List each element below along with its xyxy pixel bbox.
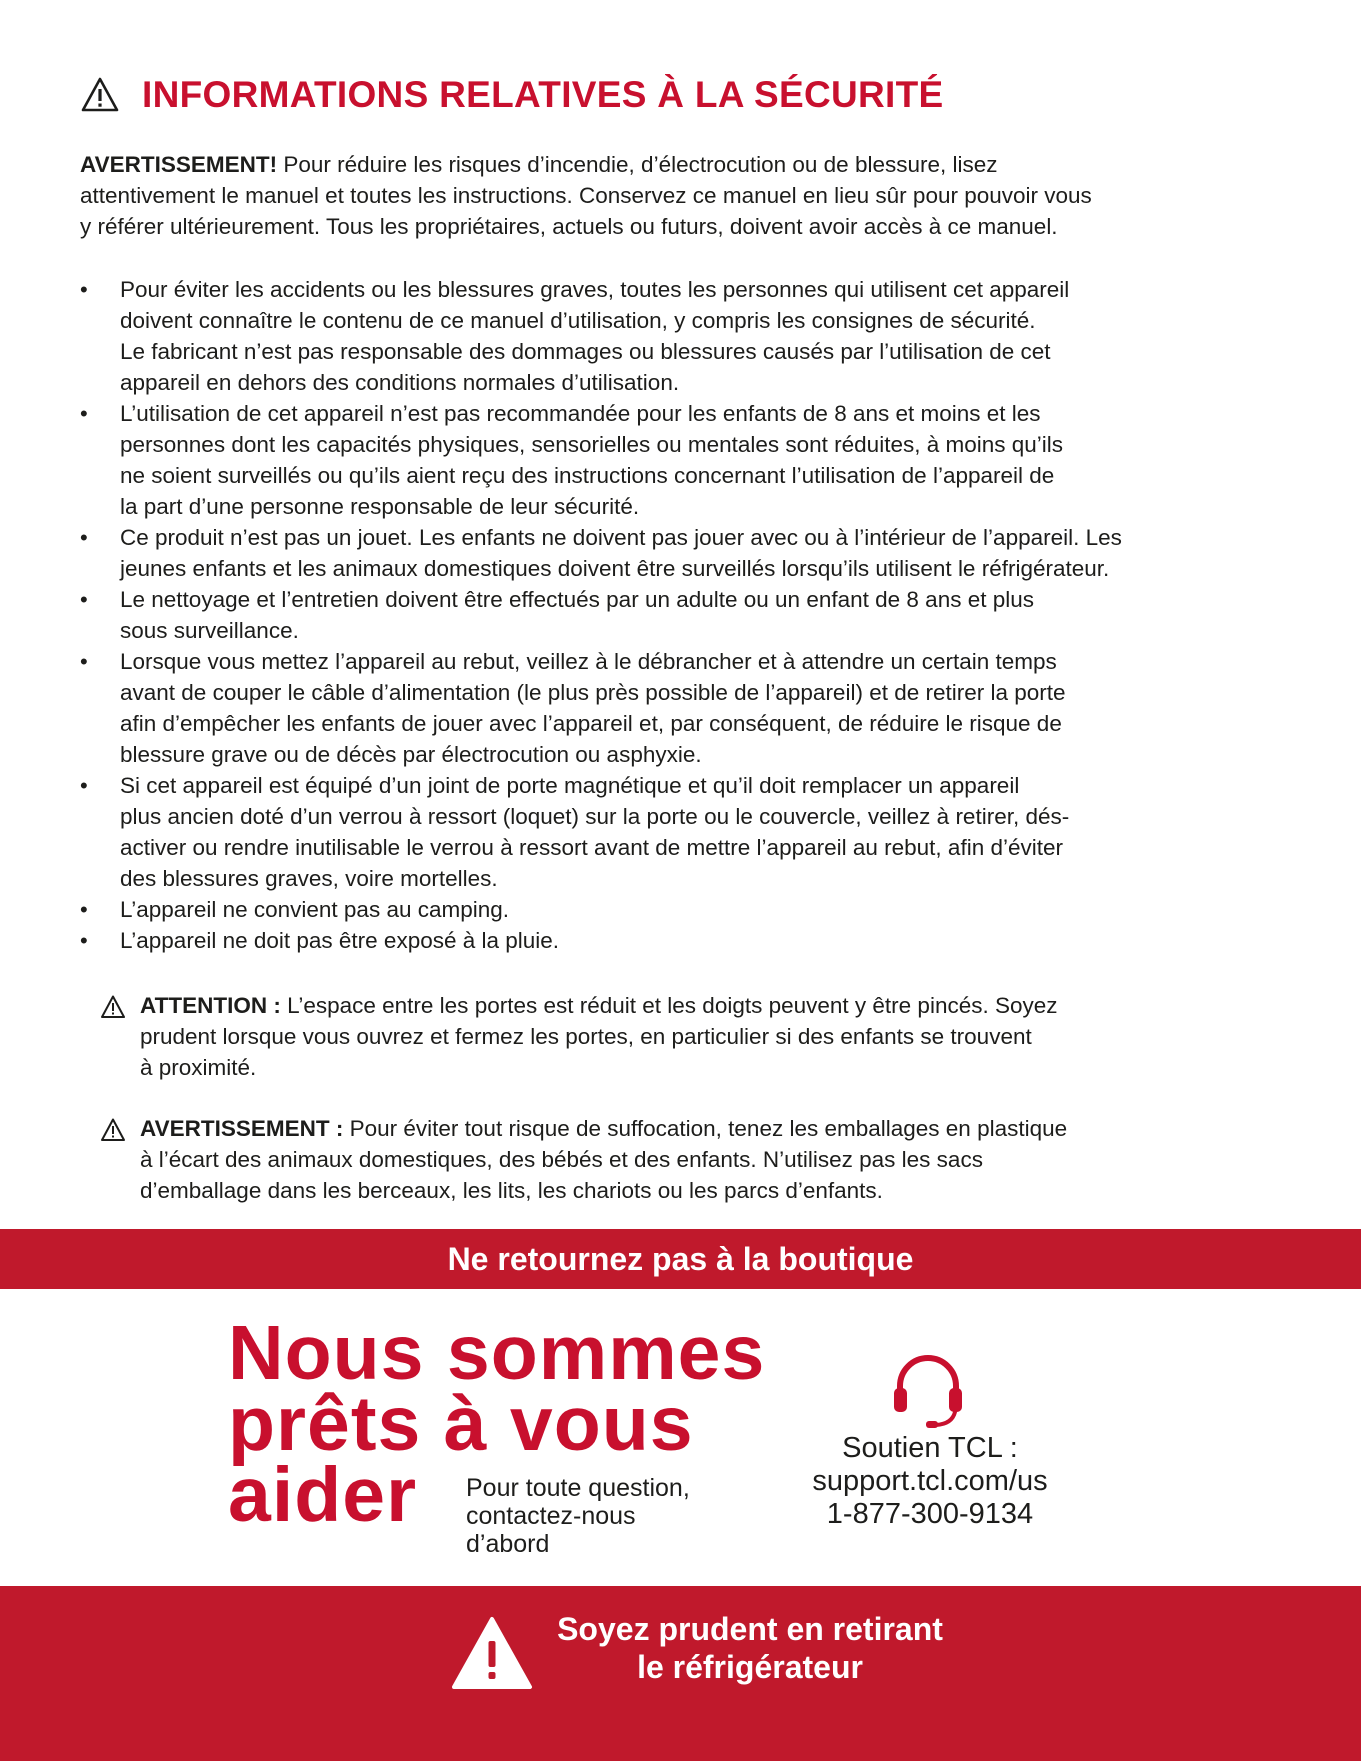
attention-notice (100, 990, 1300, 1083)
intro-line-3: y référer ultérieurement. Tous les propriétaires, actuels ou futurs, doivent avoir accès à ce manuel. (80, 214, 1058, 239)
support-contact (780, 1432, 1080, 1531)
notice-line: Pour éviter tout risque de suffocation, tenez les emballages en plastique (343, 1116, 1068, 1141)
intro-line-1: Pour réduire les risques d’incendie, d’électrocution ou de blessure, lisez (277, 152, 998, 177)
list-item-line: blessure grave ou de décès par électrocution ou asphyxie. (120, 742, 702, 767)
list-item (80, 925, 1290, 956)
list-item-line: afin d’empêcher les enfants de jouer avec l’appareil et, par conséquent, de réduire le risque de (120, 711, 1062, 736)
list-item (80, 398, 1290, 522)
list-item-line: Si cet appareil est équipé d’un joint de porte magnétique et qu’il doit remplacer un appareil (120, 773, 1020, 798)
careful-removal-banner (0, 1586, 1361, 1761)
careful-removal-line: le réfrigérateur (637, 1649, 863, 1685)
list-item-line: avant de couper le câble d’alimentation (le plus près possible de l’appareil) et de retirer la porte (120, 680, 1066, 705)
contact-subtext-line: contactez-nous (466, 1502, 636, 1530)
contact-subtext-line: Pour toute question, (466, 1474, 690, 1502)
support-phone[interactable]: 1-877-300-9134 (826, 1498, 1034, 1530)
headline-line: aider (228, 1452, 418, 1538)
warning-triangle-icon (100, 994, 126, 1020)
page-title-text: INFORMATIONS RELATIVES À LA SÉCURITÉ (142, 74, 944, 115)
list-item (80, 274, 1290, 398)
list-item-line: Pour éviter les accidents ou les blessures graves, toutes les personnes qui utilisent cet appareil (120, 277, 1070, 302)
list-item-line: L’appareil ne doit pas être exposé à la pluie. (120, 928, 560, 953)
contact-subtext (466, 1474, 766, 1558)
list-item-line: L’appareil ne convient pas au camping. (120, 897, 510, 922)
list-item-line: la part d’une personne responsable de leur sécurité. (120, 494, 640, 519)
notice-label: AVERTISSEMENT : (140, 1116, 344, 1141)
headline-line: prêts à vous (228, 1381, 694, 1467)
list-item-line: Le fabricant n’est pas responsable des dommages ou blessures causés par l’utilisation de cet (120, 339, 1051, 364)
support-url[interactable]: support.tcl.com/us (812, 1465, 1048, 1497)
notice-line: prudent lorsque vous ouvrez et fermez les portes, en particulier si des enfants se trouvent (140, 1024, 1032, 1049)
list-item (80, 584, 1290, 646)
notice-label: ATTENTION : (140, 993, 281, 1018)
list-item-line: Lorsque vous mettez l’appareil au rebut, veillez à le débrancher et à attendre un certain temps (120, 649, 1057, 674)
list-item (80, 770, 1290, 894)
list-item-line: plus ancien doté d’un verrou à ressort (loquet) sur la porte ou le couvercle, veillez à retirer, dés- (120, 804, 1070, 829)
safety-bullet-list (80, 274, 1290, 956)
banner-text: Ne retournez pas à la boutique (447, 1240, 914, 1277)
list-item-line: Ce produit n’est pas un jouet. Les enfants ne doivent pas jouer avec ou à l’intérieur de l’appareil. Les (120, 525, 1122, 550)
list-item-line: activer ou rendre inutilisable le verrou à ressort avant de mettre l’appareil au rebut, afin d’éviter (120, 835, 1063, 860)
list-item-line: doivent connaître le contenu de ce manuel d’utilisation, y compris les consignes de sécurité. (120, 308, 1036, 333)
list-item-line: L’utilisation de cet appareil n’est pas recommandée pour les enfants de 8 ans et moins et les (120, 401, 1041, 426)
notice-line: à l’écart des animaux domestiques, des bébés et des enfants. N’utilisez pas les sacs (140, 1147, 983, 1172)
do-not-return-banner (0, 1229, 1361, 1289)
notice-line: à proximité. (140, 1055, 257, 1080)
intro-paragraph (80, 149, 1285, 242)
list-item-line: personnes dont les capacités physiques, sensorielles ou mentales sont réduites, à moins qu’ils (120, 432, 1064, 457)
list-item (80, 646, 1290, 770)
warning-triangle-icon (80, 75, 120, 115)
notice-line: d’emballage dans les berceaux, les lits, les chariots ou les parcs d’enfants. (140, 1178, 883, 1203)
support-label: Soutien TCL : (842, 1432, 1018, 1464)
headset-icon (890, 1350, 966, 1430)
list-item (80, 522, 1290, 584)
list-item-line: ne soient surveillés ou qu’ils aient reçu des instructions concernant l’utilisation de l’appareil de (120, 463, 1055, 488)
notice-line: L’espace entre les portes est réduit et les doigts peuvent y être pincés. Soyez (280, 993, 1058, 1018)
careful-removal-text (520, 1610, 980, 1686)
careful-removal-line: Soyez prudent en retirant (557, 1611, 943, 1647)
list-item-line: appareil en dehors des conditions normales d’utilisation. (120, 370, 680, 395)
list-item-line: sous surveillance. (120, 618, 299, 643)
list-item-line: Le nettoyage et l’entretien doivent être effectués par un adulte ou un enfant de 8 ans et plus (120, 587, 1034, 612)
page-title (80, 74, 1280, 116)
list-item (80, 894, 1290, 925)
headline-line: Nous sommes (228, 1310, 766, 1396)
intro-line-2: attentivement le manuel et toutes les instructions. Conservez ce manuel en lieu sûr pour pouvoir vous (80, 183, 1092, 208)
warning-triangle-icon (100, 1117, 126, 1143)
intro-label: AVERTISSEMENT! (80, 152, 278, 177)
list-item-line: des blessures graves, voire mortelles. (120, 866, 498, 891)
contact-subtext-line: d’abord (466, 1530, 550, 1558)
suffocation-warning-notice (100, 1113, 1300, 1206)
list-item-line: jeunes enfants et les animaux domestiques doivent être surveillés lorsqu’ils utilisent le réfrigérateur. (120, 556, 1110, 581)
